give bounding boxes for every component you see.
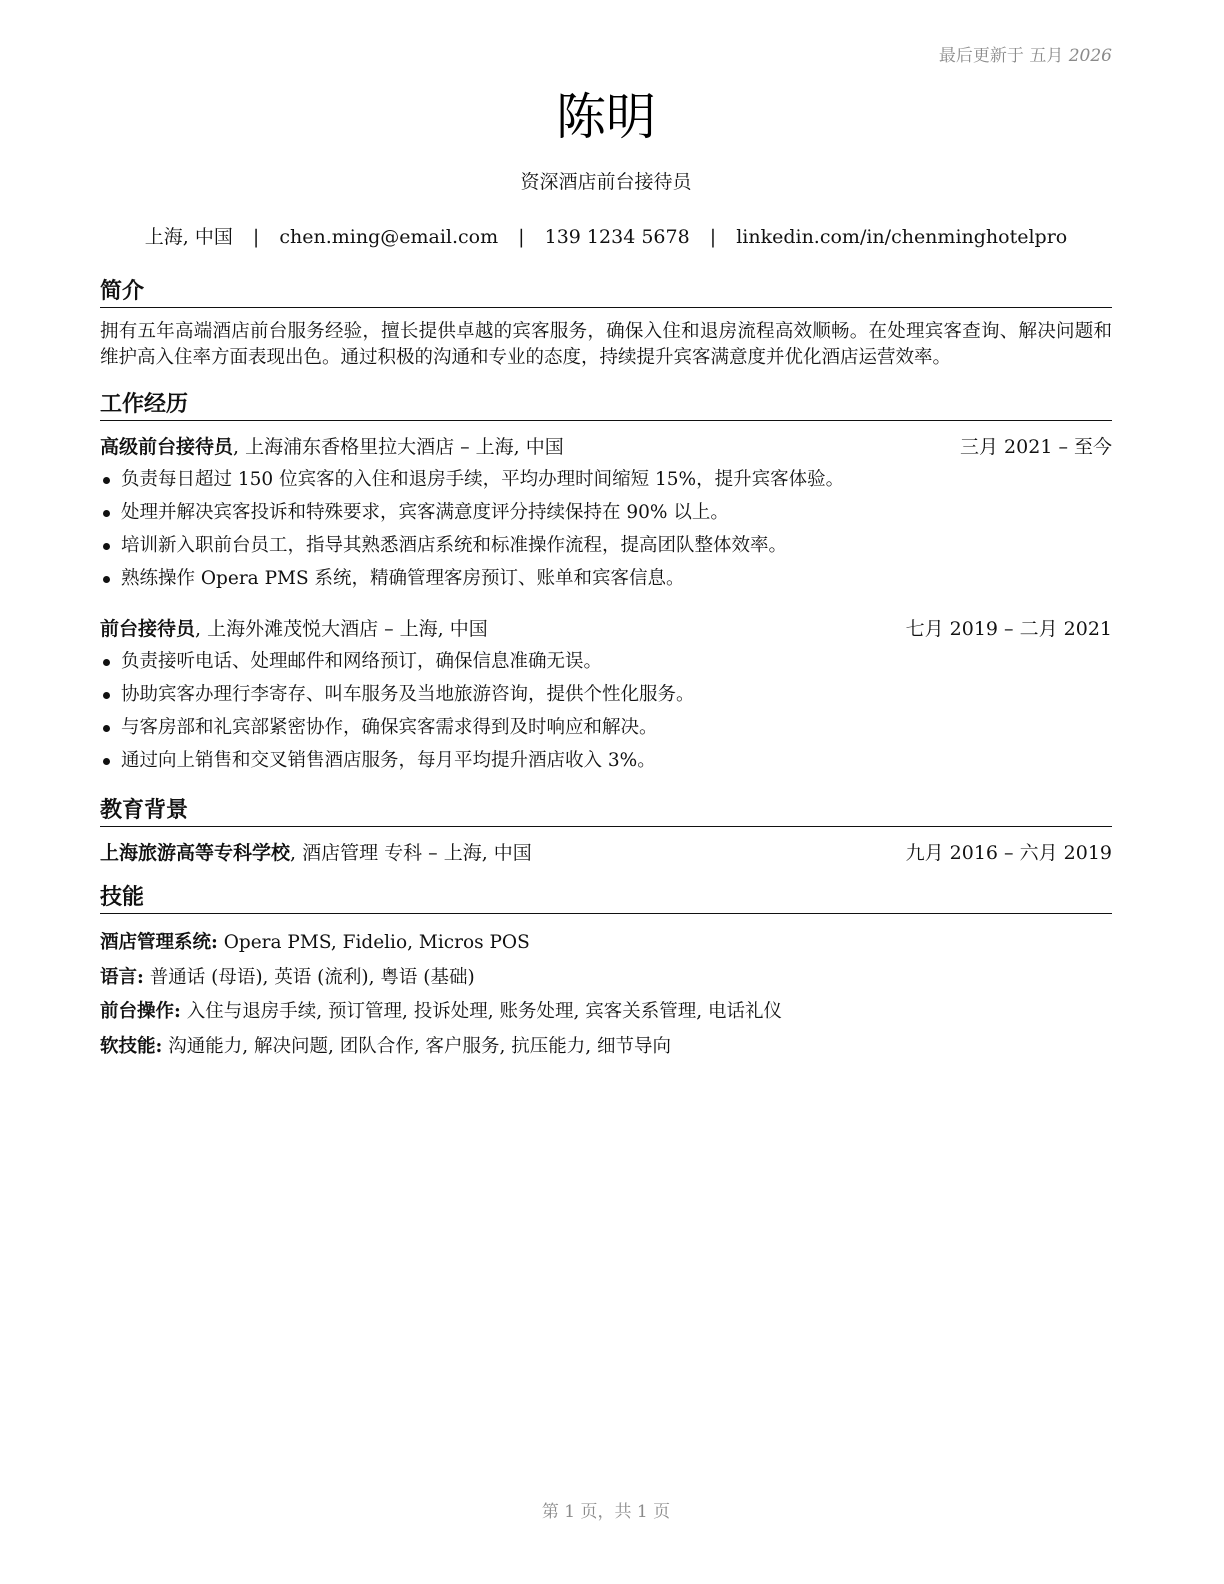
last-updated-label: 最后更新于	[938, 46, 1024, 66]
job-entry	[100, 433, 1112, 595]
education-school: 上海旅游高等专科学校	[100, 842, 291, 864]
education-entry	[100, 839, 1112, 867]
education-line	[100, 839, 532, 867]
contact-email[interactable]: chen.ming@email.com	[279, 226, 499, 248]
summary-section	[100, 278, 1112, 371]
job-role: 高级前台接待员	[100, 436, 234, 458]
job-bullet: 协助宾客办理行李寄存、叫车服务及当地旅游咨询，提供个性化服务。	[100, 678, 1112, 711]
job-title-line	[100, 615, 488, 643]
experience-section	[100, 391, 1112, 777]
contact-separator: |	[252, 226, 260, 248]
job-org: , 上海外滩茂悦大酒店 – 上海, 中国	[195, 618, 488, 640]
skill-label: 软技能:	[100, 1035, 163, 1057]
job-bullet: 处理并解决宾客投诉和特殊要求，宾客满意度评分持续保持在 90% 以上。	[100, 496, 1112, 529]
job-org: , 上海浦东香格里拉大酒店 – 上海, 中国	[233, 436, 564, 458]
summary-title: 简介	[100, 278, 1112, 308]
candidate-headline: 资深酒店前台接待员	[520, 171, 692, 193]
skill-row	[100, 926, 1112, 961]
job-bullet: 熟练操作 Opera PMS 系统，精确管理客房预订、账单和宾客信息。	[100, 562, 1112, 595]
education-section	[100, 797, 1112, 867]
education-dates: 九月 2016 – 六月 2019	[905, 842, 1112, 864]
job-role: 前台接待员	[100, 618, 196, 640]
contact-linkedin[interactable]: linkedin.com/in/chenminghotelpro	[736, 226, 1068, 248]
job-bullet: 通过向上销售和交叉销售酒店服务，每月平均提升酒店收入 3%。	[100, 744, 1112, 777]
skill-value: Opera PMS, Fidelio, Micros POS	[217, 932, 530, 953]
last-updated-year: 2026	[1068, 46, 1112, 66]
job-title-line	[100, 433, 564, 461]
last-updated-month: 五月	[1029, 46, 1064, 66]
skill-row	[100, 995, 1112, 1030]
skills-section	[100, 884, 1112, 1064]
skills-list	[100, 926, 1112, 1064]
last-updated	[939, 44, 1112, 68]
page-number: 第 1 页，共 1 页	[541, 1502, 671, 1522]
experience-title: 工作经历	[100, 391, 1112, 421]
skills-title: 技能	[100, 884, 1112, 914]
contact-phone: 139 1234 5678	[544, 226, 690, 248]
summary-text: 拥有五年高端酒店前台服务经验，擅长提供卓越的宾客服务，确保入住和退房流程高效顺畅。在处理宾客查询、解决问题和维护高入住率方面表现出色。通过积极的沟通和专业的态度，持续提升宾客满意度并优化酒店运营效率。	[100, 321, 1112, 368]
skill-label: 酒店管理系统:	[100, 932, 218, 953]
skill-row	[100, 1030, 1112, 1065]
skill-row	[100, 961, 1112, 996]
job-header	[100, 433, 1112, 461]
skill-label: 语言:	[100, 966, 144, 988]
job-dates: 三月 2021 – 至今	[960, 436, 1112, 458]
job-entry	[100, 615, 1112, 777]
job-dates: 七月 2019 – 二月 2021	[905, 618, 1112, 640]
skill-value: 入住与退房手续, 预订管理, 投诉处理, 账务处理, 宾客关系管理, 电话礼仪	[180, 1001, 783, 1022]
education-detail: , 酒店管理 专科 – 上海, 中国	[290, 842, 532, 864]
contact-separator: |	[518, 226, 525, 248]
job-header	[100, 615, 1112, 643]
job-bullet: 负责接听电话、处理邮件和网络预订，确保信息准确无误。	[100, 645, 1112, 678]
skill-value: 沟通能力, 解决问题, 团队合作, 客户服务, 抗压能力, 细节导向	[162, 1035, 672, 1057]
contact-separator: |	[709, 226, 717, 248]
candidate-name: 陈明	[556, 88, 656, 146]
job-bullet: 培训新入职前台员工，指导其熟悉酒店系统和标准操作流程，提高团队整体效率。	[100, 529, 1112, 562]
job-bullet: 负责每日超过 150 位宾客的入住和退房手续，平均办理时间缩短 15%，提升宾客体验。	[100, 463, 1112, 496]
contact-line	[100, 223, 1112, 251]
job-bullets	[100, 645, 1112, 777]
job-bullets	[100, 463, 1112, 595]
skill-value: 普通话 (母语), 英语 (流利), 粤语 (基础)	[143, 966, 475, 988]
skill-label: 前台操作:	[100, 1001, 181, 1022]
resume-page	[100, 0, 1112, 1584]
education-title: 教育背景	[100, 797, 1112, 827]
job-bullet: 与客房部和礼宾部紧密协作，确保宾客需求得到及时响应和解决。	[100, 711, 1112, 744]
contact-location: 上海, 中国	[144, 226, 233, 248]
